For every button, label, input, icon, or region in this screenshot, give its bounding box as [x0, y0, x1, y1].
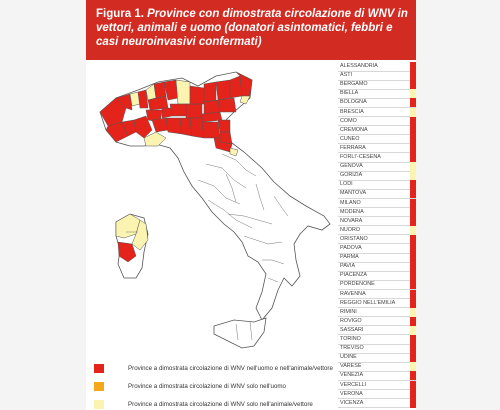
province-status-swatch [410, 217, 416, 226]
figure-number: Figura 1. [96, 8, 144, 20]
province-name: BERGAMO [340, 81, 368, 88]
province-name: REGGIO NELL'EMILIA [340, 299, 396, 306]
province-ferrara [218, 120, 230, 132]
legend-swatch-human-only [94, 382, 104, 391]
legend-swatch-animal-only [94, 400, 104, 409]
province-brescia [176, 80, 190, 104]
province-name: CREMONA [340, 126, 368, 133]
province-status-swatch [410, 244, 416, 253]
province-list [338, 62, 416, 410]
province-name: ORISTANO [340, 235, 368, 242]
province-name: NOVARA [340, 217, 363, 224]
province-status-swatch [410, 135, 416, 144]
province-row [338, 399, 416, 409]
province-name: NUORO [340, 226, 361, 233]
province-status-swatch [410, 326, 416, 335]
province-name: ALESSANDRIA [340, 63, 378, 69]
province-name: COMO [340, 117, 357, 124]
province-status-swatch [410, 80, 416, 89]
province-row [338, 80, 416, 90]
province-name: TORINO [340, 336, 361, 342]
province-status-swatch [410, 208, 416, 217]
figure-sheet [86, 0, 416, 410]
legend-label-both: Province a dimostrata circolazione di WNV nell'uomo e nell'animale/vettore [128, 365, 333, 372]
province-name: MODENA [340, 208, 364, 215]
province-name: BOLOGNA [340, 99, 367, 106]
province-row [338, 326, 416, 336]
province-status-swatch [410, 71, 416, 80]
province-name: PARMA [340, 254, 359, 261]
province-status-swatch [410, 189, 416, 198]
province-status-swatch [410, 290, 416, 299]
province-name: ASTI [340, 72, 352, 79]
province-row [338, 126, 416, 136]
legend-item-both [94, 362, 340, 376]
province-name: BIELLA [340, 90, 359, 97]
province-status-swatch [410, 162, 416, 171]
legend-label-animal-only: Province a dimostrata circolazione di WNV solo nell'animale/vettore [128, 401, 313, 408]
figure-title [96, 7, 410, 49]
province-name: PORDENONE [340, 281, 375, 288]
province-status-swatch [410, 126, 416, 135]
italy-map [86, 64, 334, 354]
province-cremona [170, 104, 186, 116]
province-name: PADOVA [340, 245, 362, 251]
figure-caption: Province con dimostrata circolazione di WNV in vettori, animali e uomo (donatori asintomatici, febbri e casi neuroinvasivi confermati) [96, 8, 408, 48]
province-row [338, 371, 416, 381]
province-status-swatch [410, 353, 416, 362]
province-name: RIMINI [340, 308, 357, 315]
province-status-swatch [410, 371, 416, 380]
province-row [338, 262, 416, 272]
province-status-swatch [410, 381, 416, 390]
province-name: PIACENZA [340, 272, 367, 279]
province-status-swatch [410, 262, 416, 271]
province-row [338, 144, 416, 154]
province-parma [166, 118, 182, 134]
province-status-swatch [410, 399, 416, 408]
province-status-swatch [410, 199, 416, 208]
province-verona [190, 86, 204, 104]
province-row [338, 217, 416, 227]
province-padova [204, 100, 220, 114]
province-status-swatch [410, 144, 416, 153]
province-name: GORIZIA [340, 172, 363, 179]
province-name: VENEZIA [340, 372, 364, 379]
province-name: FORLI'-CESENA [340, 154, 381, 160]
province-status-swatch [410, 62, 416, 71]
legend-label-human-only: Province a dimostrata circolazione di WNV solo nell'uomo [128, 383, 286, 390]
province-name: SASSARI [340, 326, 364, 333]
province-row [338, 98, 416, 108]
province-status-swatch [410, 271, 416, 280]
province-name: FERRARA [340, 144, 366, 151]
map-legend [94, 358, 340, 410]
legend-swatch-both [94, 364, 104, 373]
legend-item-human-only [94, 380, 340, 394]
sicily [214, 318, 266, 348]
province-row [338, 353, 416, 363]
province-name: VICENZA [340, 399, 364, 406]
province-mantova [186, 104, 202, 118]
province-name: ROVIGO [340, 317, 362, 324]
province-name: VERONA [340, 390, 363, 397]
province-status-swatch [410, 226, 416, 235]
province-status-swatch [410, 253, 416, 262]
province-row [338, 189, 416, 199]
province-status-swatch [410, 108, 416, 117]
province-status-swatch [410, 344, 416, 353]
province-status-swatch [410, 153, 416, 162]
province-name: RAVENNA [340, 290, 366, 297]
province-status-swatch [410, 335, 416, 344]
province-name: LODI [340, 181, 353, 188]
province-como [154, 82, 166, 98]
legend-item-animal-only [94, 398, 340, 410]
province-status-swatch [410, 362, 416, 371]
province-status-swatch [410, 180, 416, 189]
province-status-swatch [410, 117, 416, 126]
province-row [338, 280, 416, 290]
province-status-swatch [410, 98, 416, 107]
province-name: MILANO [340, 199, 361, 206]
province-status-swatch [410, 308, 416, 317]
province-status-swatch [410, 317, 416, 326]
province-treviso [216, 80, 230, 100]
province-name: CUNEO [340, 135, 360, 142]
province-venezia [218, 98, 236, 112]
province-status-swatch [410, 171, 416, 180]
province-name: TREVISO [340, 345, 364, 352]
province-bologna [202, 122, 220, 138]
province-row [338, 171, 416, 181]
province-name: VERCELLI [340, 381, 367, 388]
province-row [338, 235, 416, 245]
province-name: GENOVA [340, 163, 363, 170]
figure-title-box [86, 0, 416, 60]
province-status-swatch [410, 235, 416, 244]
province-status-swatch [410, 299, 416, 308]
province-name: UDINE [340, 354, 357, 361]
province-name: PAVIA [340, 263, 356, 270]
province-status-swatch [410, 280, 416, 289]
province-row [338, 308, 416, 318]
province-status-swatch [410, 390, 416, 399]
province-vicenza [204, 82, 216, 102]
province-lodi [162, 108, 172, 118]
province-name: MANTOVA [340, 190, 367, 197]
province-name: BRESCIA [340, 108, 364, 115]
province-status-swatch [410, 89, 416, 98]
province-name: VARESE [340, 363, 362, 370]
